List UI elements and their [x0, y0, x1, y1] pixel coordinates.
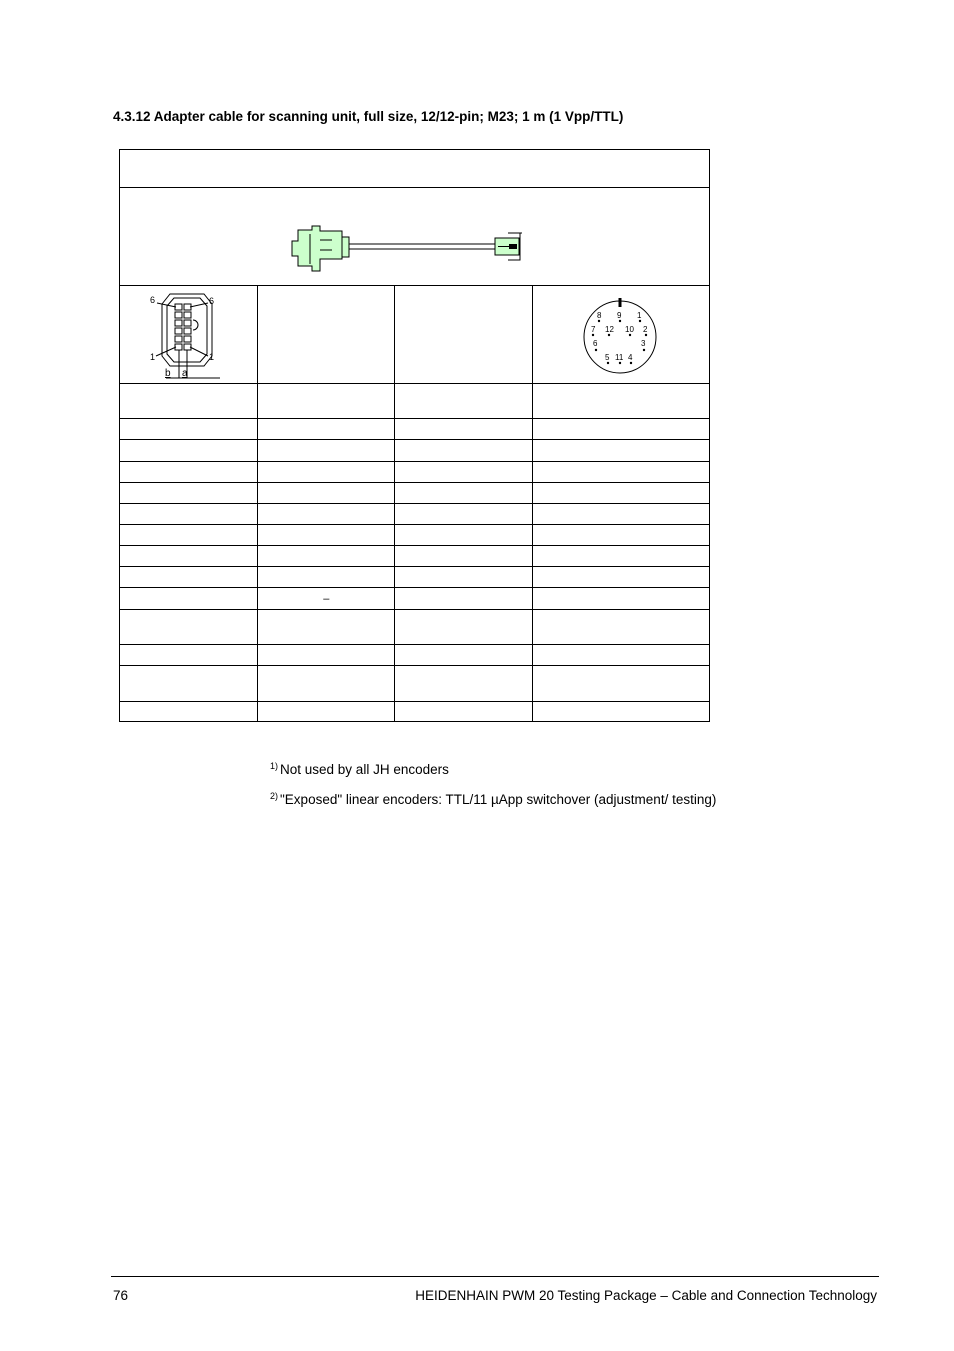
- table-cell: [258, 419, 395, 440]
- table-row: [120, 440, 710, 462]
- table-cell: [532, 666, 709, 702]
- table-cell: [395, 588, 532, 610]
- m23-pin-label-1: 1: [636, 311, 642, 320]
- table-row: [120, 384, 710, 419]
- table-row: [120, 483, 710, 504]
- table-cell: [532, 610, 709, 645]
- m23-pin-label-8: 8: [596, 311, 602, 320]
- left-connector-label-a: a: [182, 368, 188, 379]
- m23-pin-label-7: 7: [590, 325, 596, 334]
- table-row: [120, 525, 710, 546]
- table-title-cell: [120, 150, 710, 188]
- pin-assignment-table: [119, 149, 710, 722]
- table-row: [120, 666, 710, 702]
- table-cell: [532, 440, 709, 462]
- table-cell: [120, 546, 258, 567]
- table-cell: [120, 702, 258, 722]
- connector-face-cell-2: [258, 286, 395, 384]
- table-cell: [395, 483, 532, 504]
- table-cell: [532, 702, 709, 722]
- footnote-1: [270, 757, 716, 779]
- table-row: [120, 546, 710, 567]
- left-connector-face-cell: [120, 286, 258, 384]
- table-cell-dash: [258, 588, 395, 610]
- m23-pin-label-3: 3: [640, 339, 646, 348]
- connector-face-cell-3: [395, 286, 532, 384]
- left-connector-label-6-left: 6: [150, 295, 156, 305]
- table-row: [120, 504, 710, 525]
- table-row: [120, 702, 710, 722]
- table-cell: [395, 525, 532, 546]
- m23-pin-label-10: 10: [624, 325, 634, 334]
- table-cell: [120, 483, 258, 504]
- m23-connector-face-drawing: [533, 286, 709, 383]
- left-connector-label-1-right: 1: [209, 352, 215, 362]
- table-cell: [120, 567, 258, 588]
- table-cell: [395, 645, 532, 666]
- table-cell: [395, 666, 532, 702]
- table-title-row: [120, 150, 710, 188]
- table-cell: [120, 462, 258, 483]
- table-cell: [258, 384, 395, 419]
- footnote-2-mark: 2): [270, 791, 279, 801]
- left-connector-label-b: b: [165, 368, 171, 379]
- table-cell: [395, 567, 532, 588]
- table-cell: [532, 384, 709, 419]
- section-heading: 4.3.12 Adapter cable for scanning unit, full size, 12/12-pin; M23; 1 m (1 Vpp/TTL): [113, 109, 624, 124]
- footer-title: HEIDENHAIN PWM 20 Testing Package – Cable and Connection Technology: [415, 1288, 877, 1303]
- table-cell: [120, 666, 258, 702]
- m23-pin-label-2: 2: [642, 325, 648, 334]
- table-cell: [258, 504, 395, 525]
- table-cell: [258, 462, 395, 483]
- table-cell: [258, 546, 395, 567]
- footnote-2-text: "Exposed" linear encoders: TTL/11 µApp switchover (adjustment/ testing): [280, 792, 717, 807]
- table-cell: [532, 645, 709, 666]
- m23-pin-label-9: 9: [616, 311, 622, 320]
- table-cell: [395, 440, 532, 462]
- table-cell: [120, 440, 258, 462]
- table-cell: [120, 610, 258, 645]
- footer-divider: [111, 1276, 879, 1277]
- table-cell: [258, 702, 395, 722]
- table-cell: [532, 419, 709, 440]
- table-cell: [395, 610, 532, 645]
- m23-pin-label-4: 4: [627, 353, 633, 362]
- left-connector-face-drawing: [120, 286, 257, 383]
- table-cell: [120, 384, 258, 419]
- footnotes: [270, 757, 716, 817]
- table-cell: [532, 546, 709, 567]
- footnote-2: [270, 787, 716, 809]
- table-cell: [395, 384, 532, 419]
- connector-faces-row: [120, 286, 710, 384]
- table-cell: [120, 525, 258, 546]
- table-row: [120, 610, 710, 645]
- footnote-1-mark: 1): [270, 761, 279, 771]
- table-cell: [120, 504, 258, 525]
- table-cell: [395, 546, 532, 567]
- table-cell: [120, 645, 258, 666]
- table-cell: [532, 588, 709, 610]
- table-cell: [532, 462, 709, 483]
- m23-pin-label-6: 6: [592, 339, 598, 348]
- adapter-cable-drawing: [120, 188, 709, 285]
- m23-pin-label-11: 11: [614, 353, 623, 362]
- left-connector-label-1-left: 1: [150, 352, 156, 362]
- table-cell: [395, 504, 532, 525]
- page-number: 76: [113, 1288, 129, 1303]
- left-connector-shape: [292, 226, 349, 271]
- table-row: [120, 462, 710, 483]
- left-connector-label-6-right: 6: [209, 296, 215, 306]
- footnote-1-text: Not used by all JH encoders: [280, 762, 449, 777]
- table-cell: [532, 567, 709, 588]
- table-cell: [258, 567, 395, 588]
- table-cell: [258, 483, 395, 504]
- table-cell: [532, 483, 709, 504]
- table-cell: [258, 645, 395, 666]
- table-cell: [395, 462, 532, 483]
- table-cell: [532, 525, 709, 546]
- table-row: [120, 567, 710, 588]
- table-cell: [258, 666, 395, 702]
- m23-pin-label-12: 12: [604, 325, 614, 334]
- dash-text: –: [323, 593, 330, 605]
- cable-drawing-row: [120, 188, 710, 286]
- m23-pin-label-5: 5: [604, 353, 610, 362]
- table-cell: [120, 588, 258, 610]
- table-row: [120, 645, 710, 666]
- table-row: [120, 419, 710, 440]
- table-cell: [395, 419, 532, 440]
- table-row: [120, 588, 710, 610]
- table-cell: [395, 702, 532, 722]
- table-cell: [120, 419, 258, 440]
- right-connector-face-cell: [532, 286, 709, 384]
- table-cell: [532, 504, 709, 525]
- cable-drawing-cell: [120, 188, 710, 286]
- table-cell: [258, 610, 395, 645]
- table-cell: [258, 525, 395, 546]
- table-cell: [258, 440, 395, 462]
